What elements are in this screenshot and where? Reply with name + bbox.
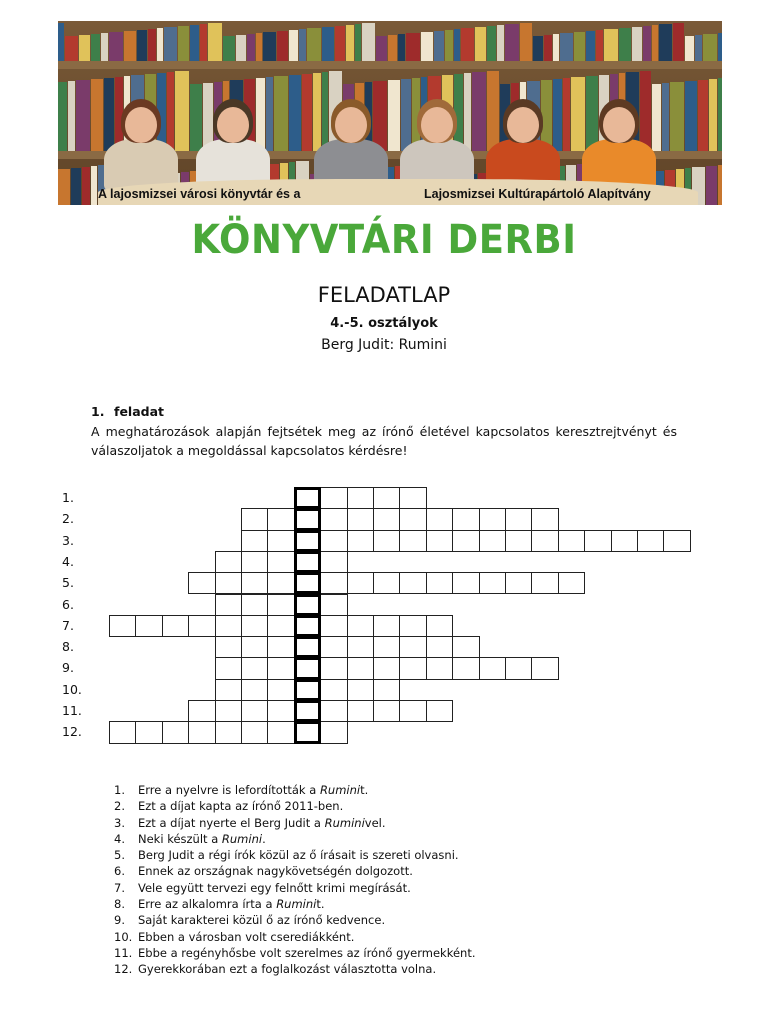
clue-text: Ennek az országnak nagykövetségén dolgozott. [138, 864, 413, 879]
crossword-cell[interactable] [135, 721, 162, 743]
crossword-cell[interactable] [479, 572, 506, 594]
crossword-cell[interactable] [320, 679, 347, 701]
crossword-cell[interactable] [347, 487, 374, 509]
crossword-cell[interactable] [426, 615, 453, 637]
crossword-cell[interactable] [215, 594, 242, 616]
clue-item [114, 945, 476, 961]
crossword-solution-cell[interactable] [294, 487, 321, 509]
crossword-cell[interactable] [320, 530, 347, 552]
crossword-cell[interactable] [426, 530, 453, 552]
crossword-solution-cell[interactable] [294, 572, 321, 594]
crossword-cell[interactable] [373, 572, 400, 594]
crossword-solution-cell[interactable] [294, 615, 321, 637]
crossword-row-number: 7. [62, 617, 74, 633]
crossword-cell[interactable] [426, 700, 453, 722]
crossword-cell[interactable] [347, 636, 374, 658]
grade-label: 4.-5. osztályok [330, 316, 438, 331]
clue-item [114, 912, 476, 928]
clue-item [114, 880, 476, 896]
crossword-cell[interactable] [267, 679, 294, 701]
clue-text: Ebbe a regényhősbe volt szerelmes az írónő gyermekként. [138, 945, 476, 960]
crossword-cell[interactable] [373, 615, 400, 637]
crossword-cell[interactable] [215, 551, 242, 573]
crossword-cell[interactable] [479, 530, 506, 552]
clue-item [114, 863, 476, 879]
clue-number: 12. [114, 962, 133, 977]
crossword-cell[interactable] [267, 636, 294, 658]
crossword-cell[interactable] [347, 679, 374, 701]
crossword-cell[interactable] [531, 508, 558, 530]
crossword-cell[interactable] [241, 594, 268, 616]
crossword-cell[interactable] [347, 615, 374, 637]
crossword-cell[interactable] [347, 700, 374, 722]
crossword-cell[interactable] [162, 721, 189, 743]
crossword-cell[interactable] [188, 615, 215, 637]
crossword-cell[interactable] [320, 636, 347, 658]
crossword-cell[interactable] [373, 487, 400, 509]
task-heading-label: feladat [114, 404, 164, 419]
page-title: FELADATLAP [317, 283, 451, 307]
clue-text: Ebben a városban volt cserediákként. [138, 929, 355, 944]
crossword-cell[interactable] [320, 657, 347, 679]
crossword-cell[interactable] [320, 572, 347, 594]
crossword-cell[interactable] [347, 530, 374, 552]
crossword-cell[interactable] [531, 657, 558, 679]
crossword-row-number: 6. [62, 596, 74, 612]
crossword-row-number: 8. [62, 639, 74, 655]
crossword-cell[interactable] [452, 657, 479, 679]
crossword-cell[interactable] [267, 508, 294, 530]
clue-number: 9. [114, 913, 125, 928]
crossword-cell[interactable] [188, 572, 215, 594]
clue-text: Ezt a díjat kapta az írónő 2011-ben. [138, 799, 344, 814]
crossword-cell[interactable] [584, 530, 611, 552]
clue-item [114, 782, 476, 798]
crossword-cell[interactable] [267, 530, 294, 552]
crossword-solution-cell[interactable] [294, 530, 321, 552]
crossword-cell[interactable] [452, 636, 479, 658]
crossword-cell[interactable] [505, 530, 532, 552]
clue-item [114, 961, 476, 977]
clue-item [114, 815, 476, 831]
crossword-cell[interactable] [558, 572, 585, 594]
crossword-cell[interactable] [399, 530, 426, 552]
crossword-solution-cell[interactable] [294, 636, 321, 658]
clue-text: Ezt a díjat nyerte el Berg Judit a Ruminivel. [138, 815, 386, 830]
crossword-cell[interactable] [426, 636, 453, 658]
clue-text: Berg Judit a régi írók közül az ő írásait is szereti olvasni. [138, 848, 459, 863]
crossword-cell[interactable] [188, 700, 215, 722]
clue-number: 7. [114, 880, 125, 895]
crossword-solution-cell[interactable] [294, 551, 321, 573]
crossword-cell[interactable] [109, 721, 136, 743]
clue-number: 10. [114, 929, 133, 944]
crossword-cell[interactable] [320, 487, 347, 509]
crossword-row-number: 5. [62, 575, 74, 591]
crossword-cell[interactable] [267, 551, 294, 573]
crossword-cell[interactable] [399, 508, 426, 530]
crossword-cell[interactable] [241, 551, 268, 573]
crossword-cell[interactable] [452, 530, 479, 552]
crossword-cell[interactable] [215, 636, 242, 658]
crossword-cell[interactable] [505, 508, 532, 530]
clue-number: 8. [114, 897, 125, 912]
crossword-cell[interactable] [373, 508, 400, 530]
crossword-row-number: 1. [62, 490, 74, 505]
crossword-cell[interactable] [399, 636, 426, 658]
crossword-cell[interactable] [426, 657, 453, 679]
book-title: Berg Judit: Rumini [321, 337, 447, 353]
clue-text: Vele együtt tervezi egy felnőtt krimi megírását. [138, 880, 411, 895]
crossword-cell[interactable] [399, 700, 426, 722]
crossword-cell[interactable] [452, 508, 479, 530]
crossword-row-number: 2. [62, 511, 74, 527]
crossword-cell[interactable] [109, 615, 136, 637]
crossword-cell[interactable] [241, 636, 268, 658]
clue-text: Erre az alkalomra írta a Ruminit. [138, 897, 325, 912]
crossword-cell[interactable] [399, 572, 426, 594]
crossword-cell[interactable] [373, 636, 400, 658]
crossword-row-number: 11. [62, 703, 82, 718]
crossword-cell[interactable] [241, 508, 268, 530]
crossword-cell[interactable] [215, 700, 242, 722]
crossword-cell[interactable] [426, 508, 453, 530]
task-number: 1. [91, 404, 105, 419]
crossword-solution-cell[interactable] [294, 721, 321, 743]
clue-list [114, 782, 476, 978]
clue-text: Gyerekkorában ezt a foglalkozást választotta volna. [138, 962, 437, 977]
crossword-cell[interactable] [373, 700, 400, 722]
crossword-cell[interactable] [320, 551, 347, 573]
crossword-solution-cell[interactable] [294, 700, 321, 722]
crossword-cell[interactable] [241, 615, 268, 637]
banner-left-text: A lajosmizsei városi könyvtár és a [98, 187, 301, 201]
clue-number: 4. [114, 831, 125, 846]
crossword-cell[interactable] [215, 615, 242, 637]
crossword-cell[interactable] [373, 530, 400, 552]
clue-text: Saját karakterei közül ő az írónő kedvence. [138, 913, 386, 928]
crossword-cell[interactable] [505, 572, 532, 594]
crossword-cell[interactable] [611, 530, 638, 552]
crossword-cell[interactable] [267, 721, 294, 743]
crossword-cell[interactable] [241, 572, 268, 594]
crossword-cell[interactable] [320, 700, 347, 722]
crossword-cell[interactable] [267, 657, 294, 679]
crossword-cell[interactable] [531, 572, 558, 594]
clue-number: 5. [114, 848, 125, 863]
crossword-cell[interactable] [426, 572, 453, 594]
clue-item [114, 896, 476, 912]
crossword-cell[interactable] [373, 657, 400, 679]
crossword-cell[interactable] [215, 572, 242, 594]
crossword-solution-cell[interactable] [294, 679, 321, 701]
crossword-cell[interactable] [241, 679, 268, 701]
crossword-cell[interactable] [215, 657, 242, 679]
crossword-cell[interactable] [241, 721, 268, 743]
crossword-cell[interactable] [241, 657, 268, 679]
crossword-solution-cell[interactable] [294, 657, 321, 679]
crossword-cell[interactable] [267, 615, 294, 637]
crossword-row-number: 10. [62, 681, 82, 697]
crossword-cell[interactable] [531, 530, 558, 552]
crossword-cell[interactable] [267, 572, 294, 594]
crossword-cell[interactable] [399, 615, 426, 637]
task-instructions: A meghatározások alapján fejtsétek meg az írónő életével kapcsolatos keresztrejtvényt és válaszoljatok a megoldással kapcsolatos kérdésre! [91, 424, 677, 458]
crossword-cell[interactable] [399, 487, 426, 509]
clue-number: 11. [114, 945, 133, 960]
clue-number: 2. [114, 799, 125, 814]
crossword-cell[interactable] [347, 657, 374, 679]
clue-item [114, 929, 476, 945]
crossword-row-number: 9. [62, 660, 74, 676]
crossword-cell[interactable] [241, 700, 268, 722]
banner-right-text: Lajosmizsei Kultúrapártoló Alapítvány [424, 187, 651, 201]
crossword-cell[interactable] [135, 615, 162, 637]
clue-item [114, 798, 476, 814]
crossword-cell[interactable] [663, 530, 690, 552]
clue-text: Neki készült a Rumini. [138, 831, 266, 846]
crossword-cell[interactable] [320, 721, 347, 743]
crossword-cell[interactable] [479, 657, 506, 679]
crossword-row-number: 4. [62, 553, 74, 569]
crossword-cell[interactable] [505, 657, 532, 679]
clue-number: 3. [114, 815, 125, 830]
clue-item [114, 831, 476, 847]
crossword-cell[interactable] [452, 572, 479, 594]
clue-number: 1. [114, 783, 125, 797]
crossword-cell[interactable] [215, 721, 242, 743]
konyvtari-derbi-logo: KÖNYVTÁRI DERBI [191, 216, 577, 263]
crossword-cell[interactable] [241, 530, 268, 552]
crossword-cell[interactable] [637, 530, 664, 552]
crossword-solution-cell[interactable] [294, 594, 321, 616]
crossword-cell[interactable] [320, 594, 347, 616]
crossword-cell[interactable] [267, 700, 294, 722]
crossword-cell[interactable] [347, 572, 374, 594]
clue-number: 6. [114, 864, 125, 879]
crossword-cell[interactable] [347, 508, 374, 530]
clue-text: Erre a nyelvre is lefordították a Ruminit. [138, 783, 369, 797]
crossword-row-number: 3. [62, 532, 74, 548]
crossword-cell[interactable] [558, 530, 585, 552]
crossword-cell[interactable] [267, 594, 294, 616]
crossword-cell[interactable] [188, 721, 215, 743]
crossword-cell[interactable] [320, 508, 347, 530]
crossword-cell[interactable] [373, 679, 400, 701]
crossword-cell[interactable] [320, 615, 347, 637]
crossword-cell[interactable] [162, 615, 189, 637]
crossword-cell[interactable] [479, 508, 506, 530]
crossword-row-number: 12. [62, 724, 82, 740]
clue-item [114, 847, 476, 863]
crossword-cell[interactable] [399, 657, 426, 679]
crossword-solution-cell[interactable] [294, 508, 321, 530]
crossword-cell[interactable] [215, 679, 242, 701]
